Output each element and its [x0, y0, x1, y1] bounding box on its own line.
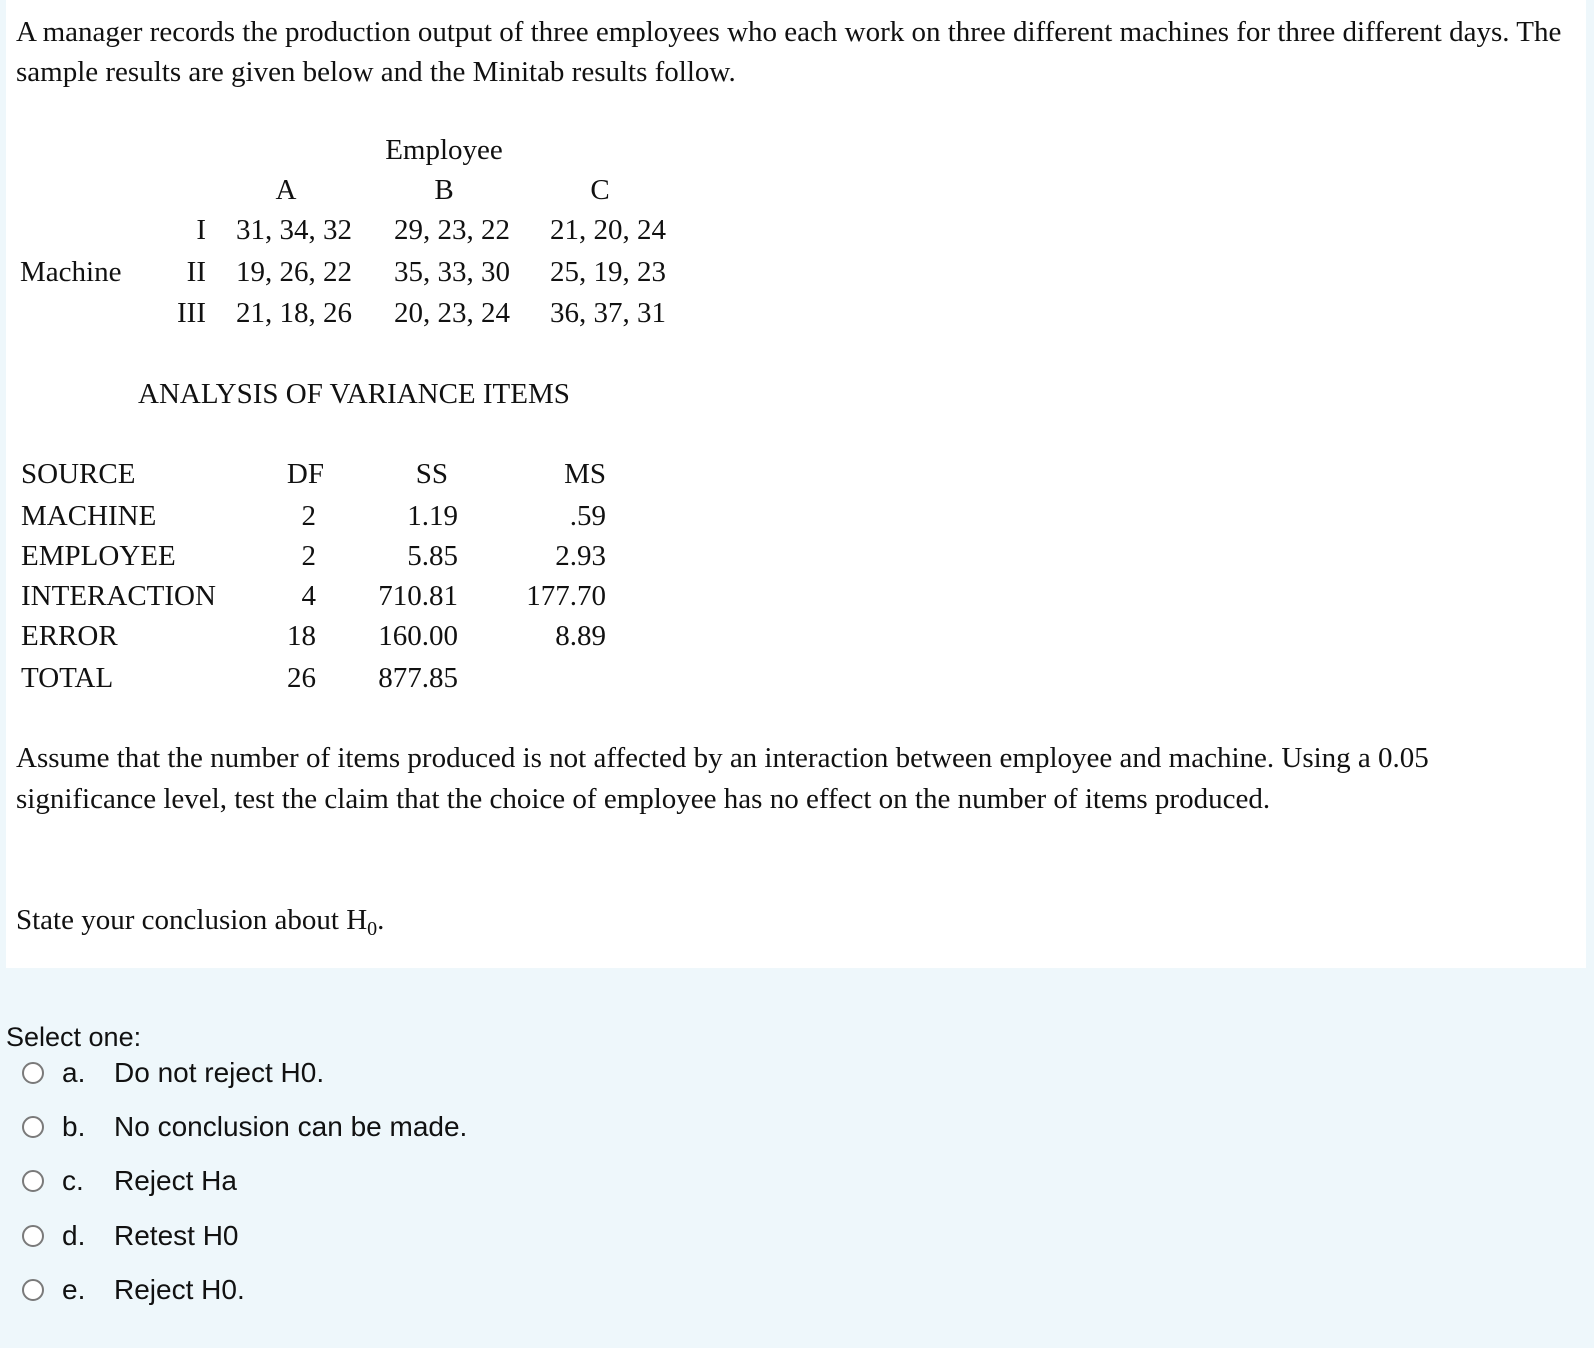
- anova-ms: 8.89: [555, 620, 606, 652]
- anova-title: ANALYSIS OF VARIANCE ITEMS: [138, 378, 570, 410]
- radio-button[interactable]: [22, 1225, 44, 1247]
- anova-header-ss: SS: [415, 458, 448, 490]
- anova-ss: 710.81: [378, 580, 458, 612]
- option-letter: c.: [62, 1165, 84, 1196]
- answer-option-d[interactable]: [22, 1214, 239, 1258]
- row-label: III: [177, 297, 206, 329]
- anova-ms: 2.93: [555, 540, 606, 572]
- option-text: Retest H0: [114, 1220, 239, 1251]
- table-cell: 21, 20, 24: [550, 214, 666, 246]
- assumption-text: Assume that the number of items produced is not affected by an interaction between employee and machine. Using a 0.05 significance level, test the claim that the choice of employee has no effect on the number of items produced.: [16, 742, 1429, 815]
- select-one-label: Select one:: [6, 1022, 142, 1052]
- employee-header: Employee: [385, 134, 503, 166]
- prompt-end: .: [377, 904, 385, 936]
- table-cell: 36, 37, 31: [550, 297, 666, 329]
- option-letter: b.: [62, 1111, 86, 1142]
- anova-ss: 877.85: [378, 662, 458, 694]
- conclusion-prompt: [16, 900, 1576, 950]
- answer-option-c[interactable]: [22, 1159, 237, 1203]
- anova-source: INTERACTION: [21, 580, 216, 612]
- anova-source: MACHINE: [21, 500, 157, 532]
- radio-button[interactable]: [22, 1170, 44, 1192]
- anova-df: 2: [301, 500, 316, 532]
- option-letter: e.: [62, 1274, 86, 1305]
- table-cell: 31, 34, 32: [236, 214, 352, 246]
- anova-ms: .59: [569, 500, 606, 532]
- anova-ss: 160.00: [378, 620, 458, 652]
- anova-df: 2: [301, 540, 316, 572]
- table-cell: 25, 19, 23: [550, 256, 666, 288]
- table-cell: 21, 18, 26: [236, 297, 352, 329]
- anova-source: EMPLOYEE: [21, 540, 176, 572]
- radio-button[interactable]: [22, 1116, 44, 1138]
- anova-header-df: DF: [286, 458, 324, 490]
- question-intro: A manager records the production output of three employees who each work on three different machines for three different days. The sample results are given below and the Minitab results follow.: [16, 16, 1562, 88]
- option-text: No conclusion can be made.: [114, 1111, 468, 1142]
- anova-df: 18: [287, 620, 316, 652]
- anova-df: 26: [287, 662, 316, 694]
- anova-source: ERROR: [21, 620, 118, 652]
- radio-button[interactable]: [22, 1062, 44, 1084]
- column-header: B: [434, 174, 454, 206]
- anova-ms: 177.70: [526, 580, 606, 612]
- table-cell: 35, 33, 30: [394, 256, 510, 288]
- anova-header-source: SOURCE: [21, 458, 136, 490]
- option-letter: a.: [62, 1057, 86, 1088]
- prompt-subscript: 0: [367, 918, 378, 940]
- table-cell: 20, 23, 24: [394, 297, 510, 329]
- column-header: A: [275, 174, 297, 206]
- machine-label: Machine: [20, 256, 122, 288]
- row-label: I: [196, 214, 206, 246]
- question-card: [6, 0, 1586, 968]
- column-header: C: [590, 174, 610, 206]
- row-label: II: [186, 256, 206, 288]
- radio-button[interactable]: [22, 1279, 44, 1301]
- answer-option-a[interactable]: [22, 1051, 324, 1095]
- prompt-text: State your conclusion about H: [16, 904, 368, 936]
- anova-ss: 1.19: [407, 500, 458, 532]
- anova-df: 4: [301, 580, 316, 612]
- anova-header-ms: MS: [564, 458, 606, 490]
- table-cell: 29, 23, 22: [394, 214, 510, 246]
- option-text: Reject Ha: [114, 1165, 237, 1196]
- table-cell: 19, 26, 22: [236, 256, 352, 288]
- option-text: Do not reject H0.: [114, 1057, 325, 1088]
- anova-ss: 5.85: [407, 540, 458, 572]
- answer-option-b[interactable]: [22, 1105, 467, 1149]
- anova-source: TOTAL: [21, 662, 114, 694]
- option-text: Reject H0.: [114, 1274, 245, 1305]
- option-letter: d.: [62, 1220, 86, 1251]
- answer-option-e[interactable]: [22, 1268, 245, 1312]
